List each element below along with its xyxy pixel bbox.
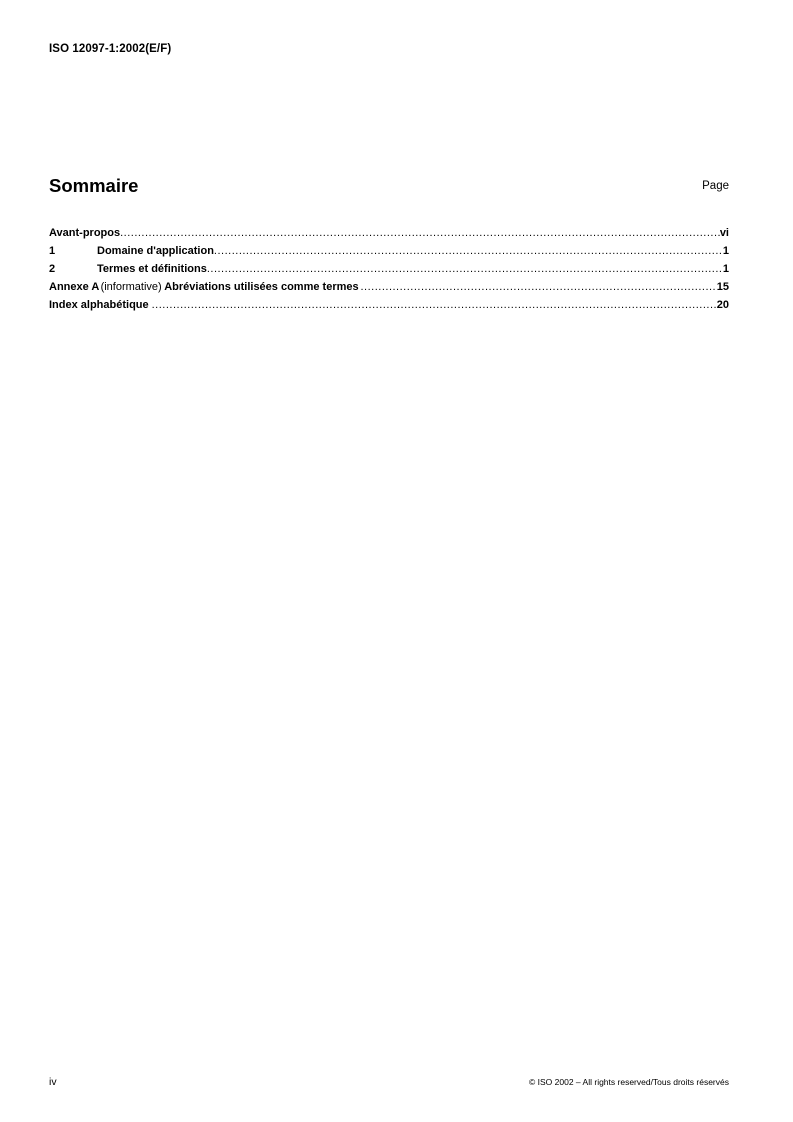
- toc-entry-termes[interactable]: [49, 260, 729, 278]
- toc-entry-index[interactable]: [49, 296, 729, 314]
- toc-entry-label: Avant-propos: [49, 227, 121, 239]
- toc-leader-dots: [152, 296, 717, 314]
- page-column-label: Page: [702, 180, 729, 192]
- document-id-header: ISO 12097-1:2002(E/F): [49, 43, 172, 55]
- toc-entry-domaine[interactable]: [49, 242, 729, 260]
- toc-entry-qualifier: (informative): [100, 281, 162, 293]
- page-title: Sommaire: [49, 175, 139, 196]
- toc-entry-label: Domaine d'application: [97, 245, 214, 257]
- toc-entry-label: Abréviations utilisées comme termes: [164, 281, 359, 293]
- toc-entry-page: 1: [722, 263, 729, 275]
- toc-entry-number: 1: [49, 245, 56, 257]
- toc-leader-dots: [214, 242, 723, 260]
- toc-entry-number: 2: [49, 263, 56, 275]
- toc-leader-dots: [207, 260, 723, 278]
- toc-entry-annexe-a[interactable]: [49, 278, 729, 296]
- toc-entry-annex-prefix: Annexe A: [49, 281, 100, 293]
- toc-leader-dots: [361, 278, 717, 296]
- toc-entry-page: 20: [716, 299, 729, 311]
- toc-entry-page: 15: [716, 281, 729, 293]
- page-footer: [49, 1076, 729, 1090]
- toc-entry-page: 1: [722, 245, 729, 257]
- toc-entry-avant-propos[interactable]: [49, 224, 729, 242]
- toc-leader-dots: [120, 224, 720, 242]
- toc-entry-page: vi: [719, 227, 729, 239]
- toc-title-row: [49, 175, 729, 199]
- toc-entry-label: Termes et définitions: [97, 263, 207, 275]
- table-of-contents: [49, 224, 729, 314]
- footer-copyright: © ISO 2002 – All rights reserved/Tous droits réservés: [529, 1077, 729, 1087]
- footer-page-number: iv: [49, 1076, 57, 1088]
- toc-entry-label: Index alphabétique: [49, 299, 149, 311]
